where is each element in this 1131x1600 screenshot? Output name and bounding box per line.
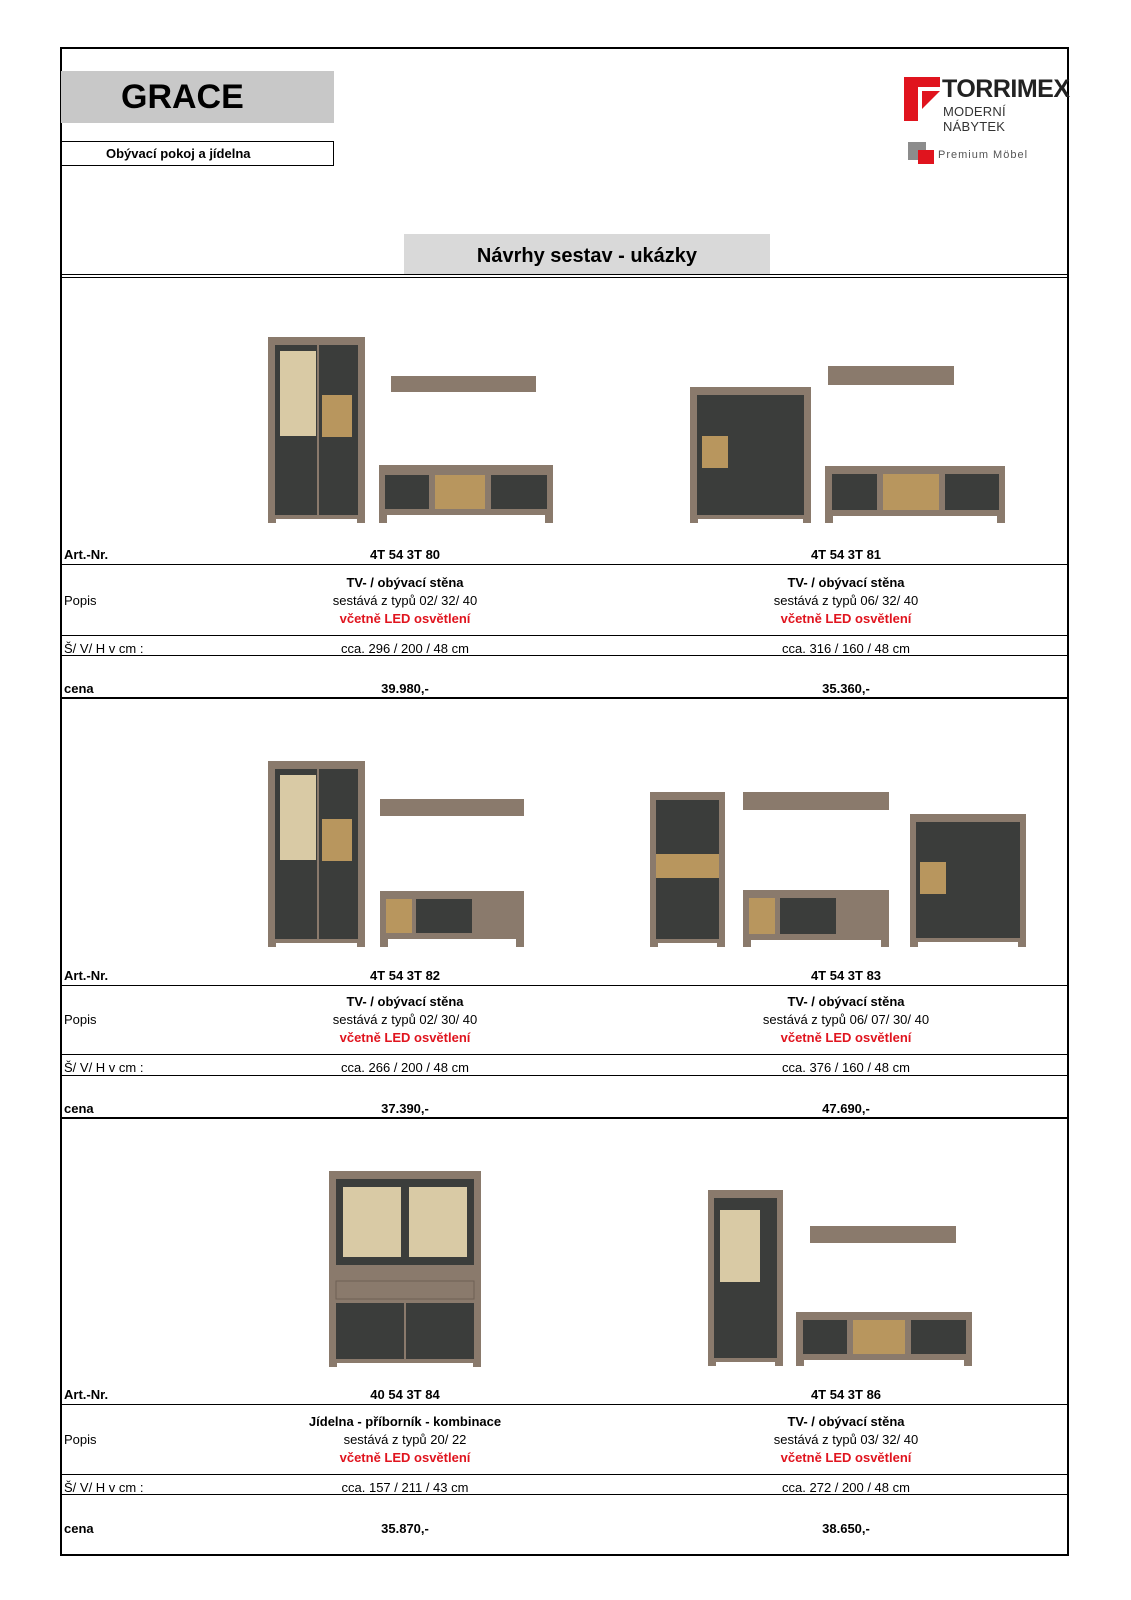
product-composition: sestává z typů 06/ 32/ 40 — [773, 593, 919, 608]
price-label: cena — [64, 681, 94, 696]
product-name: TV- / obývací stěna — [346, 994, 464, 1009]
art-number: 4T 54 3T 86 — [810, 1387, 882, 1402]
header-rule — [61, 274, 1067, 275]
brand-logo — [904, 75, 1070, 167]
led-note: včetně LED osvětlení — [339, 1450, 471, 1465]
product-price: 47.690,- — [822, 1101, 870, 1116]
row-rule — [61, 1494, 1067, 1495]
brand-name: TORRIMEX — [942, 75, 1070, 103]
art-number: 4T 54 3T 81 — [810, 547, 882, 562]
row-rule — [61, 1054, 1067, 1055]
row-rule — [61, 1075, 1067, 1076]
product-composition: sestává z typů 20/ 22 — [343, 1432, 467, 1447]
art-number: 4T 54 3T 83 — [810, 968, 882, 983]
art-number: 40 54 3T 84 — [370, 1387, 440, 1402]
brand-premium: Premium Möbel — [938, 149, 1029, 161]
product-composition: sestává z typů 02/ 32/ 40 — [332, 593, 478, 608]
price-label: cena — [64, 1521, 94, 1536]
row-rule — [61, 655, 1067, 656]
product-dims: cca. 376 / 160 / 48 cm — [782, 1060, 910, 1075]
product-dims: cca. 272 / 200 / 48 cm — [782, 1480, 910, 1495]
art-label: Art.-Nr. — [64, 1387, 109, 1402]
product-composition: sestává z typů 03/ 32/ 40 — [773, 1432, 919, 1447]
dims-label: Š/ V/ H v cm : — [64, 1060, 144, 1075]
header-rule — [61, 277, 1067, 278]
premium-mark-icon — [908, 142, 934, 164]
product-name: TV- / obývací stěna — [787, 575, 905, 590]
torrimex-mark-icon — [904, 77, 940, 121]
art-number: 4T 54 3T 80 — [369, 547, 441, 562]
page-subtitle: Obývací pokoj a jídelna — [61, 141, 334, 166]
art-number: 4T 54 3T 82 — [369, 968, 441, 983]
product-price: 38.650,- — [822, 1521, 870, 1536]
product-image-5 — [329, 1171, 481, 1367]
product-price: 35.870,- — [381, 1521, 429, 1536]
art-label: Art.-Nr. — [64, 968, 109, 983]
led-note: včetně LED osvětlení — [780, 1450, 912, 1465]
product-image-3 — [268, 761, 528, 947]
desc-label: Popis — [64, 1432, 97, 1447]
product-price: 35.360,- — [822, 681, 870, 696]
product-image-1 — [268, 337, 553, 523]
led-note: včetně LED osvětlení — [780, 1030, 912, 1045]
product-dims: cca. 266 / 200 / 48 cm — [341, 1060, 469, 1075]
desc-label: Popis — [64, 593, 97, 608]
product-composition: sestává z typů 06/ 07/ 30/ 40 — [762, 1012, 930, 1027]
row-rule — [61, 1474, 1067, 1475]
product-image-2 — [690, 366, 1010, 523]
led-note: včetně LED osvětlení — [339, 611, 471, 626]
section-title: Návrhy sestav - ukázky — [404, 234, 770, 274]
product-name: Jídelna - příborník - kombinace — [308, 1414, 502, 1429]
row-rule — [61, 985, 1067, 986]
brand-tagline: MODERNÍ NÁBYTEK — [943, 104, 1006, 134]
product-name: TV- / obývací stěna — [787, 994, 905, 1009]
desc-label: Popis — [64, 1012, 97, 1027]
row-rule — [61, 1404, 1067, 1405]
led-note: včetně LED osvětlení — [339, 1030, 471, 1045]
row-rule — [61, 635, 1067, 636]
dims-label: Š/ V/ H v cm : — [64, 641, 144, 656]
product-dims: cca. 296 / 200 / 48 cm — [341, 641, 469, 656]
product-dims: cca. 157 / 211 / 43 cm — [341, 1480, 469, 1495]
row-rule — [61, 564, 1067, 565]
section-rule — [61, 697, 1067, 699]
product-image-6 — [708, 1190, 973, 1366]
product-name: TV- / obývací stěna — [346, 575, 464, 590]
product-name: TV- / obývací stěna — [787, 1414, 905, 1429]
led-note: včetně LED osvětlení — [780, 611, 912, 626]
product-composition: sestává z typů 02/ 30/ 40 — [332, 1012, 478, 1027]
product-price: 39.980,- — [381, 681, 429, 696]
product-dims: cca. 316 / 160 / 48 cm — [782, 641, 910, 656]
dims-label: Š/ V/ H v cm : — [64, 1480, 144, 1495]
product-price: 37.390,- — [381, 1101, 429, 1116]
section-rule — [61, 1117, 1067, 1119]
page-title: GRACE — [61, 71, 334, 123]
product-image-4 — [650, 792, 1030, 947]
art-label: Art.-Nr. — [64, 547, 109, 562]
price-label: cena — [64, 1101, 94, 1116]
